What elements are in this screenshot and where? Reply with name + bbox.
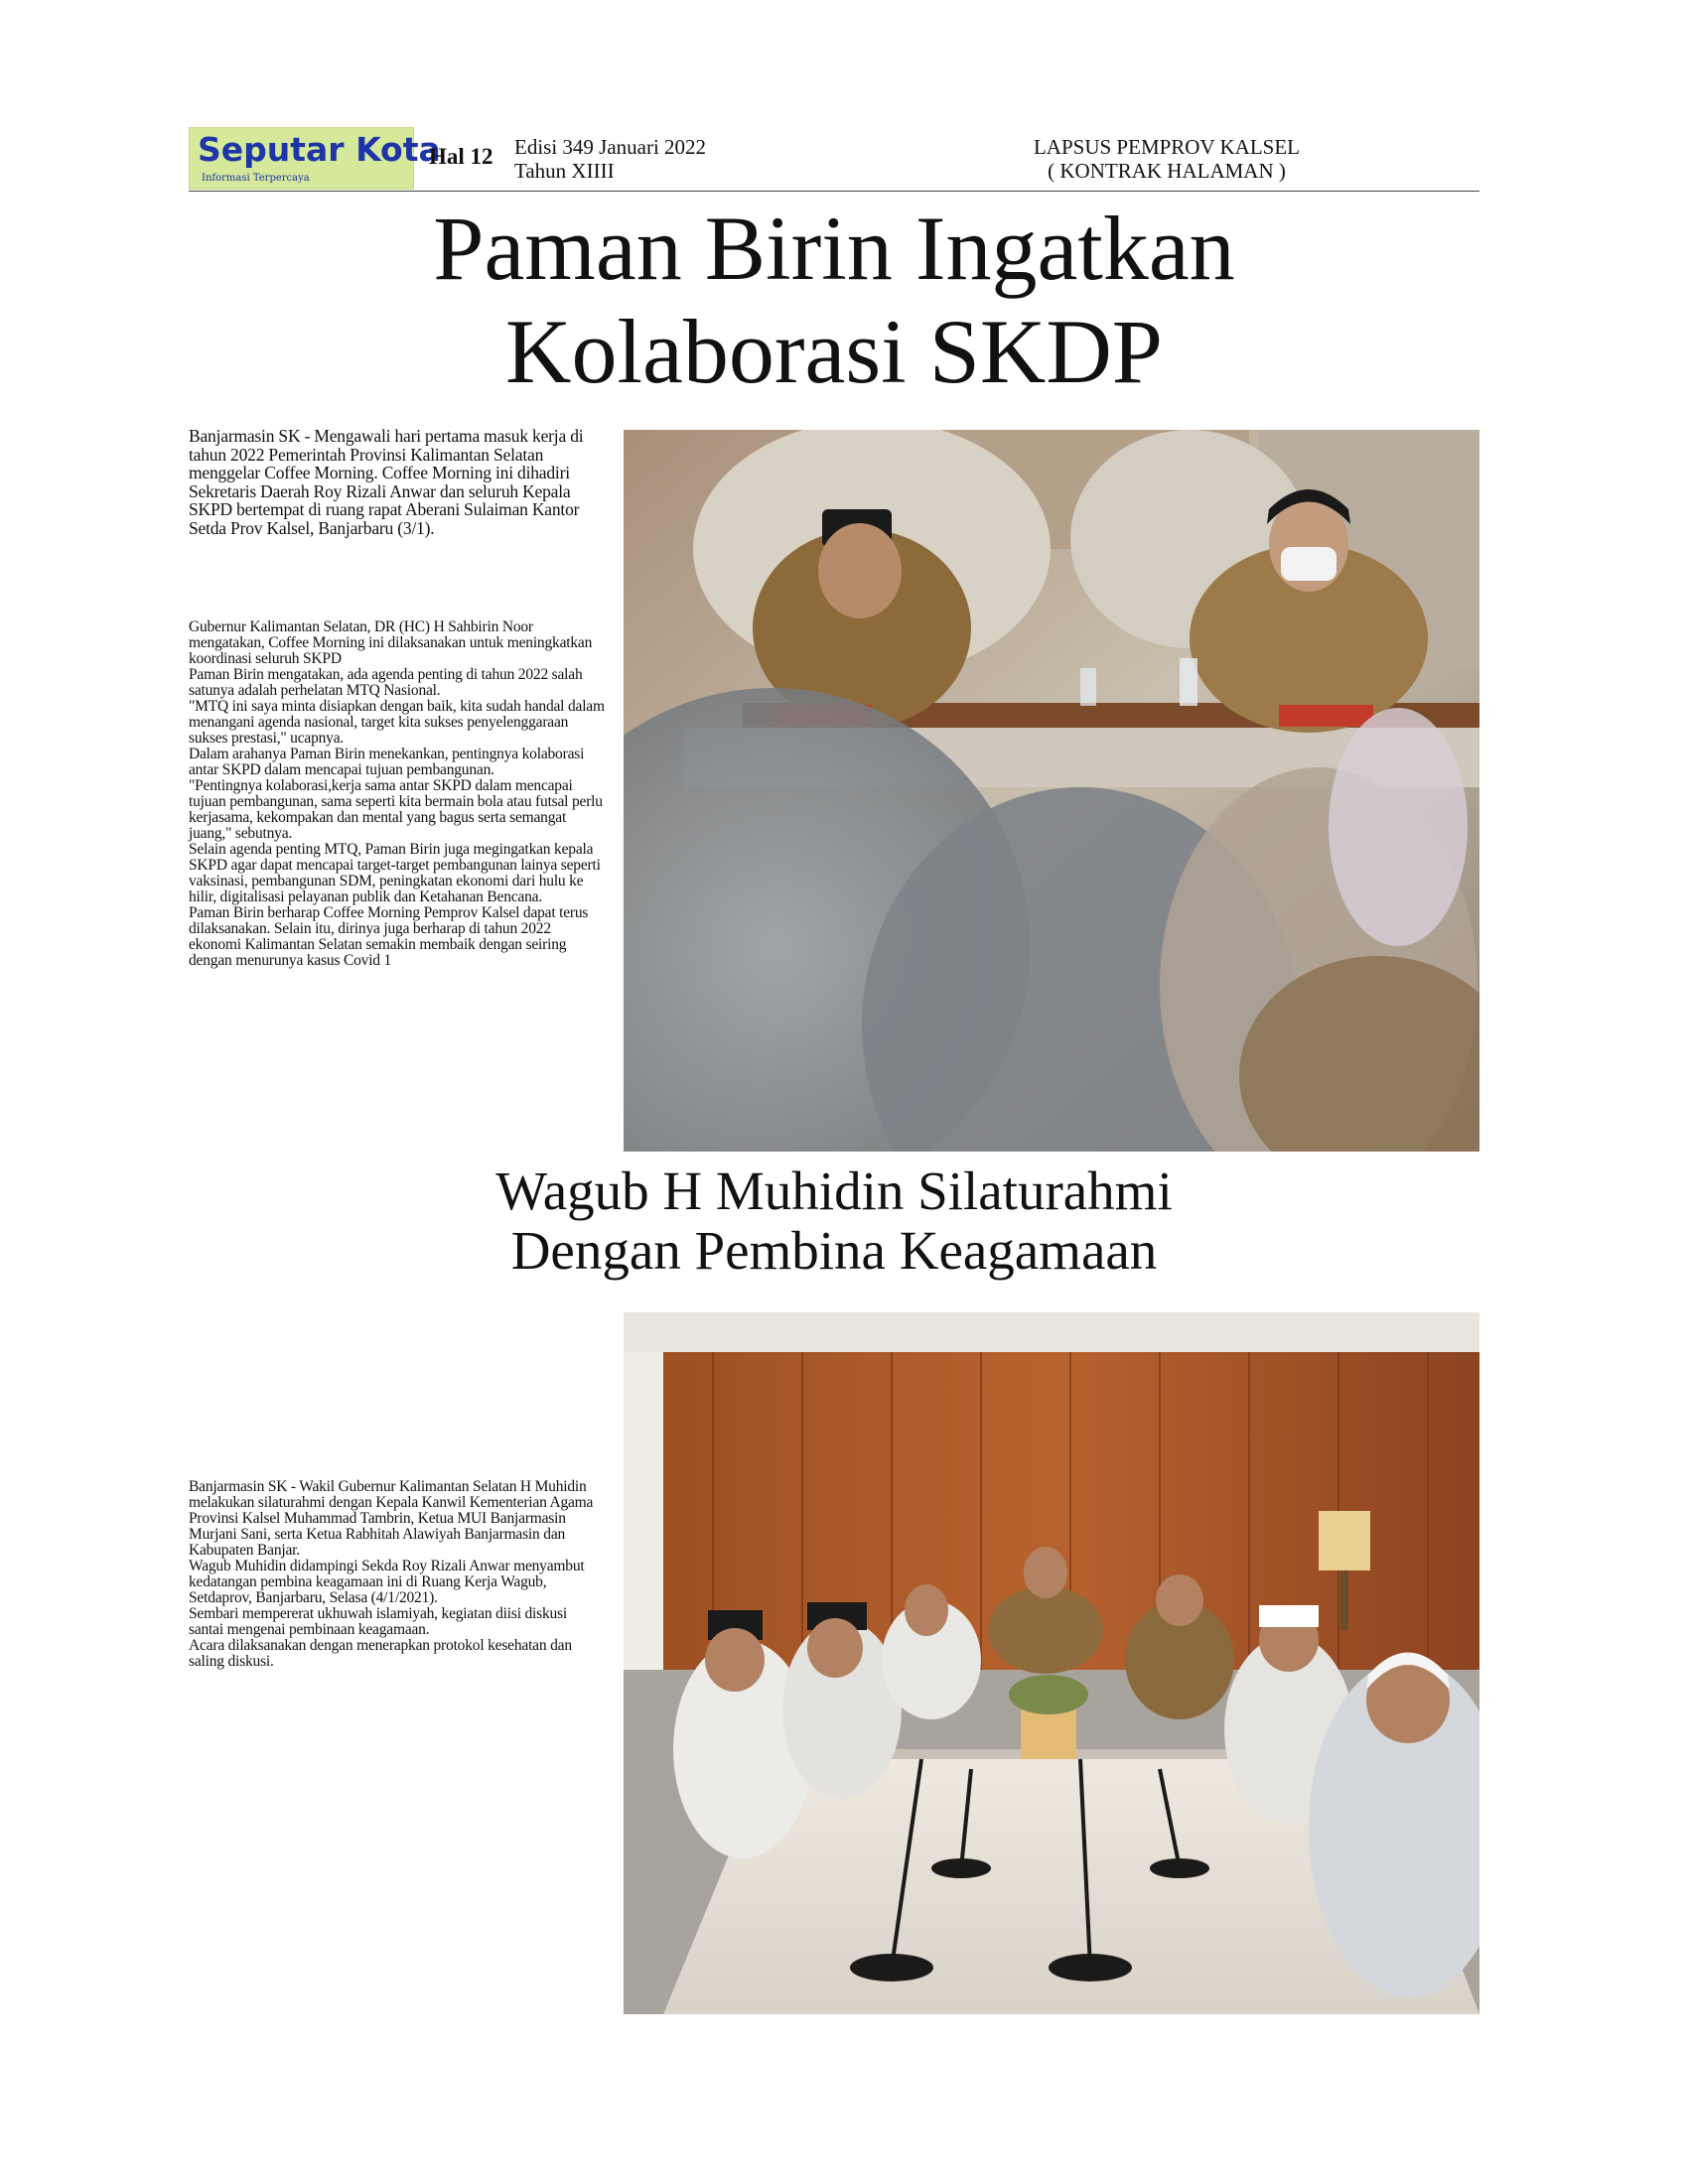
paragraph: Gubernur Kalimantan Selatan, DR (HC) H Sahbirin Noor mengatakan, Coffee Morning ini dilaksanakan untuk meningkatkan koordinasi seluruh SKPD (189, 618, 593, 667)
newspaper-logo (189, 127, 441, 190)
section-subtitle: ( KONTRAK HALAMAN ) (1048, 159, 1286, 183)
headline-line: Dengan Pembina Keagamaan (510, 1220, 1158, 1281)
headline-line: Kolaborasi SKDP (505, 301, 1163, 402)
paragraph: Wagub Muhidin didampingi Sekda Roy Rizali Anwar menyambut kedatangan pembina keagamaan ini di Ruang Kerja Wagub, Setdaprov, Banjarbaru, Selasa (4/1/2021). (189, 1558, 585, 1606)
headline-line: Wagub H Muhidin Silaturahmi (495, 1160, 1173, 1221)
paragraph: Paman Birin mengatakan, ada agenda penting di tahun 2022 salah satunya adalah perhelatan MTQ Nasional. (189, 666, 583, 699)
edition-info (514, 135, 706, 183)
paragraph: Dalam arahanya Paman Birin menekankan, pentingnya kolaborasi antar SKPD dalam mencapai tujuan pembangunan. (189, 746, 585, 778)
article1-headline (189, 197, 1479, 403)
paragraph: "MTQ ini saya minta disiapkan dengan baik, kita sudah handal dalam menangani agenda nasional, target kita sukses penyelenggaraan sukses prestasi," ucapnya. (189, 698, 605, 747)
logo-name: Seputar Kota (198, 130, 441, 169)
article2-headline (189, 1161, 1479, 1281)
paragraph: Selain agenda penting MTQ, Paman Birin juga megingatkan kepala SKPD agar dapat mencapai target-target pembangunan lainya seperti vaksinasi, pembangunan SDM, peningkatan ekonomi dari hulu ke hilir, digitalisasi pelayanan publik dan Ketahanan Bencana. (189, 841, 601, 905)
section-title: LAPSUS PEMPROV KALSEL (1033, 135, 1300, 159)
logo-tagline: Informasi Terpercaya (202, 173, 310, 184)
article1-photo (624, 430, 1479, 1152)
edition-line: Edisi 349 Januari 2022 (514, 135, 707, 159)
headline-line: Paman Birin Ingatkan (433, 198, 1235, 299)
article2-photo (624, 1312, 1479, 2014)
paragraph: "Pentingnya kolaborasi,kerja sama antar SKPD dalam mencapai tujuan pembangunan, sama seperti kita bermain bola atau futsal perlu kerjasama, kekompakan dan mental yang bagus serta semangat juang," sebutnya. (189, 777, 603, 842)
header-divider (189, 191, 1479, 192)
section-label (1023, 135, 1311, 183)
paragraph: Paman Birin berharap Coffee Morning Pemprov Kalsel dapat terus dilaksanakan. Selain itu, dirinya juga berharap di tahun 2022 ekonomi Kalimantan Selatan semakin membaik dengan seiring dengan menurunya kasus Covid 1 (189, 904, 589, 969)
paragraph: Banjarmasin SK - Wakil Gubernur Kalimantan Selatan H Muhidin melakukan silaturahmi dengan Kepala Kanwil Kementerian Agama Provinsi Kalsel Muhammad Tambrin, Ketua MUI Banjarmasin Murjani Sani, serta Ketua Rabhitah Alawiyah Banjarmasin dan Kabupaten Banjar. (189, 1478, 594, 1559)
article1-lead: Banjarmasin SK - Mengawali hari pertama masuk kerja di tahun 2022 Pemerintah Provinsi Kalimantan Selatan menggelar Coffee Morning. Coffee Morning ini dihadiri Sekretaris Daerah Roy Rizali Anwar dan seluruh Kepala SKPD bertempat di ruang rapat Aberani Sulaiman Kantor Setda Prov Kalsel, Banjarbaru (3/1). (189, 426, 584, 538)
article2-body (189, 1479, 601, 1670)
page-number: Hal 12 (429, 144, 493, 169)
paragraph: Sembari mempererat ukhuwah islamiyah, kegiatan diisi diskusi santai mengenai pembinaan keagamaan. (189, 1605, 568, 1638)
article1-body (189, 619, 606, 969)
year-line: Tahun XIIII (514, 159, 615, 183)
paragraph: Acara dilaksanakan dengan menerapkan protokol kesehatan dan saling diskusi. (189, 1637, 572, 1670)
